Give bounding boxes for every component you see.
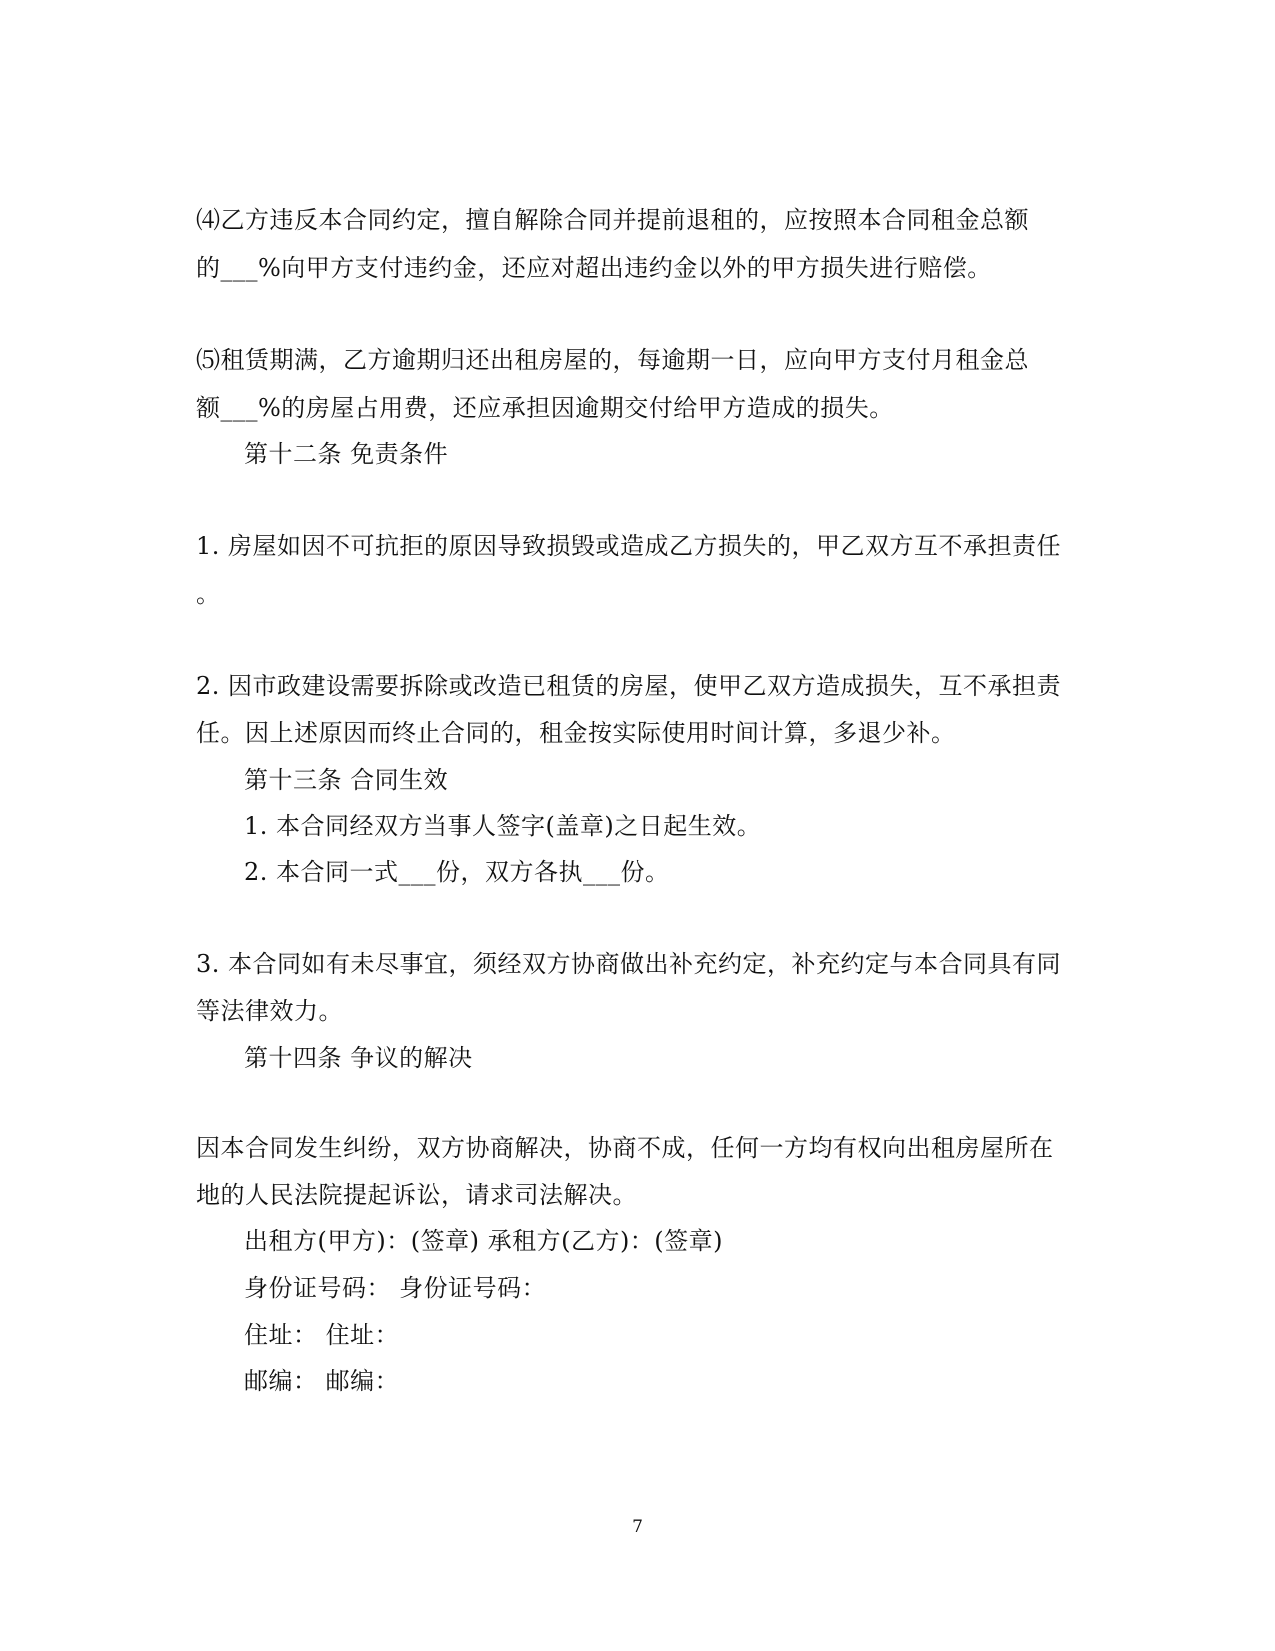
article-13-item-1: 1. 本合同经双方当事人签字(盖章)之日起生效。 (244, 812, 762, 840)
clause-4-line-2: 的___%向甲方支付违约金，还应对超出违约金以外的甲方损失进行赔偿。 (196, 254, 992, 282)
signature-parties: 出租方(甲方)：(签章) 承租方(乙方)：(签章) (244, 1227, 724, 1255)
article-13-item-3-line-2: 等法律效力。 (196, 997, 343, 1025)
article-13-item-3-line-1: 3. 本合同如有未尽事宜，须经双方协商做出补充约定，补充约定与本合同具有同 (196, 950, 1062, 978)
article-12-item-1-line-1: 1. 房屋如因不可抗拒的原因导致损毁或造成乙方损失的，甲乙双方互不承担责任 (196, 532, 1062, 560)
article-14-heading: 第十四条 争议的解决 (244, 1044, 473, 1072)
article-13-item-2: 2. 本合同一式___份，双方各执___份。 (244, 858, 670, 886)
article-13-heading: 第十三条 合同生效 (244, 766, 449, 794)
article-12-item-1-line-2: 。 (196, 580, 221, 608)
article-14-text-line-2: 地的人民法院提起诉讼，请求司法解决。 (196, 1181, 637, 1209)
article-14-text-line-1: 因本合同发生纠纷，双方协商解决，协商不成，任何一方均有权向出租房屋所在 (196, 1134, 1054, 1162)
postcode-fields: 邮编： 邮编： (244, 1367, 400, 1395)
address-fields: 住址： 住址： (244, 1321, 400, 1349)
page-number: 7 (632, 1517, 643, 1537)
clause-4-line-1: ⑷乙方违反本合同约定，擅自解除合同并提前退租的，应按照本合同租金总额 (196, 206, 1029, 234)
article-12-heading: 第十二条 免责条件 (244, 440, 449, 468)
clause-5-line-1: ⑸租赁期满，乙方逾期归还出租房屋的，每逾期一日，应向甲方支付月租金总 (196, 346, 1029, 374)
id-number-fields: 身份证号码： 身份证号码： (244, 1274, 547, 1302)
article-12-item-2-line-1: 2. 因市政建设需要拆除或改造已租赁的房屋，使甲乙双方造成损失，互不承担责 (196, 672, 1062, 700)
clause-5-line-2: 额___%的房屋占用费，还应承担因逾期交付给甲方造成的损失。 (196, 394, 894, 422)
article-12-item-2-line-2: 任。因上述原因而终止合同的，租金按实际使用时间计算，多退少补。 (196, 719, 956, 747)
